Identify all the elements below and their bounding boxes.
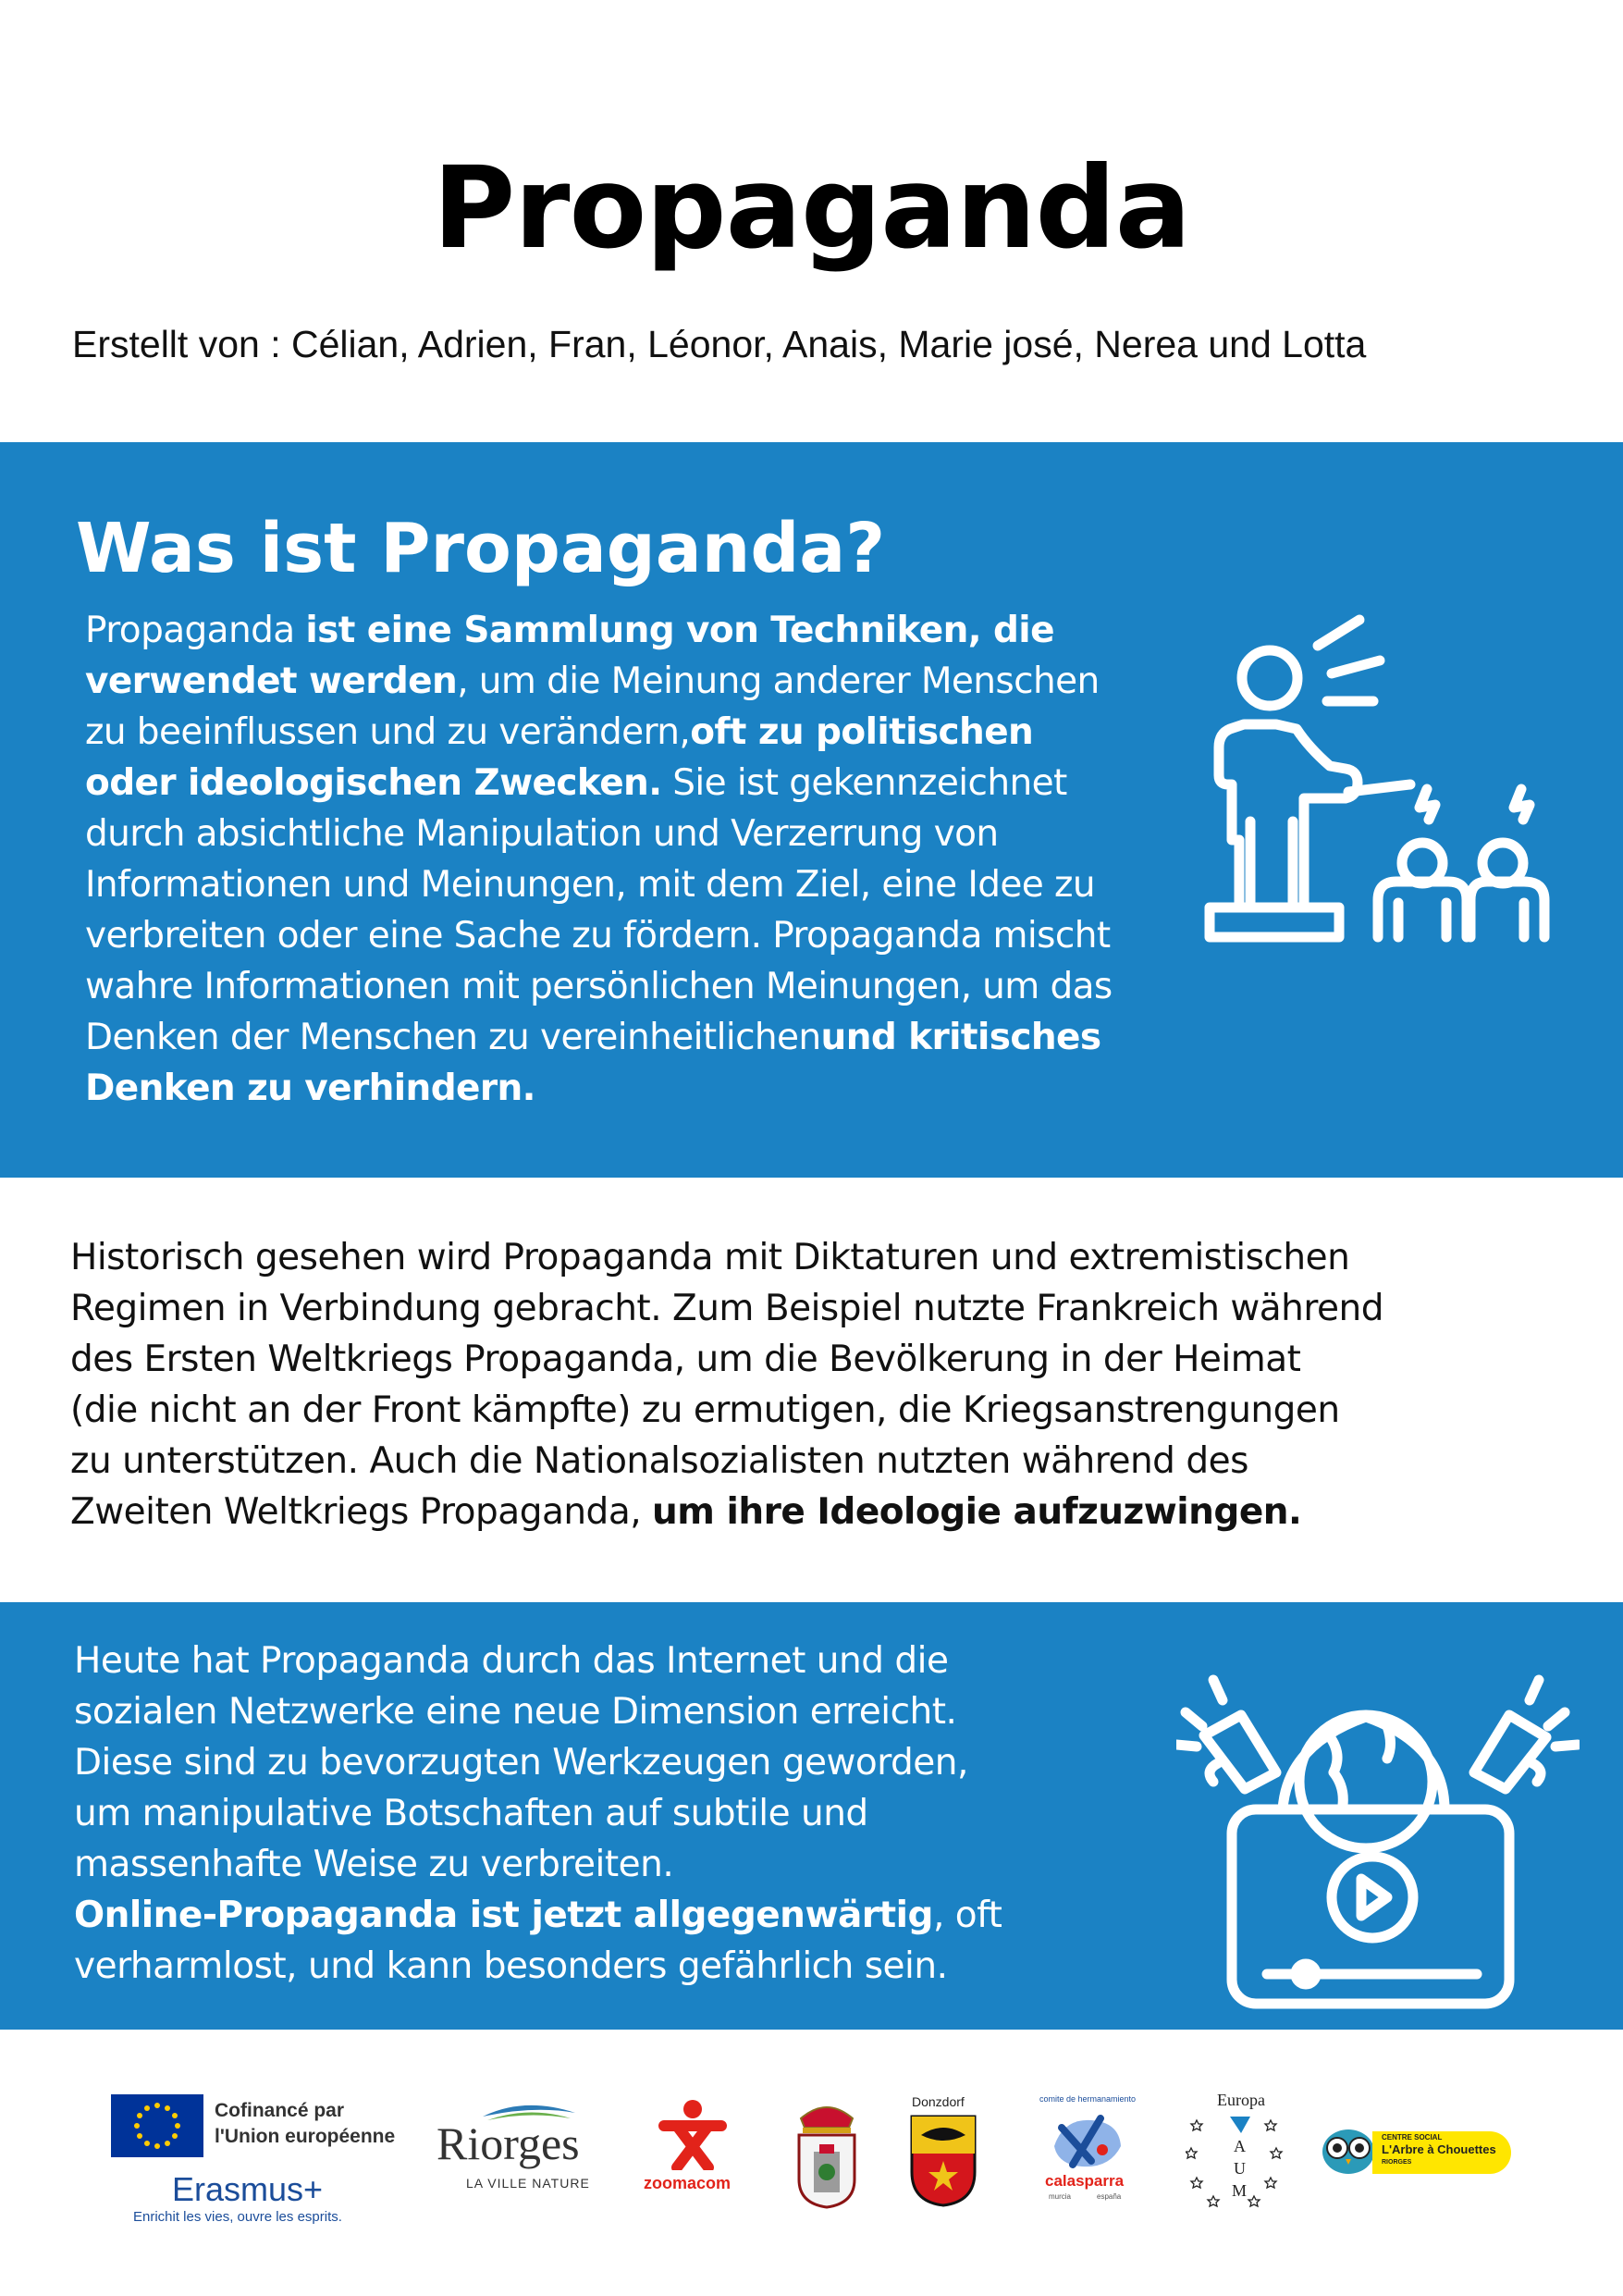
bold-run: um ihre Ideologie aufzuzwingen. (652, 1491, 1302, 1533)
text-run: sozialen Netzwerke eine neue Dimension erreicht. (74, 1691, 957, 1733)
text-line (85, 961, 1209, 1012)
bold-run: Denken zu verhindern. (85, 1068, 535, 1109)
text-run: wahre Informationen mit persönlichen Meinungen, um das (85, 966, 1113, 1007)
text-line (85, 910, 1209, 961)
text-run: (die nicht an der Front kämpfte) zu ermutigen, die Kriegsanstrengungen (70, 1389, 1340, 1431)
text-run: verharmlost, und kann besonders gefährlich sein. (74, 1945, 948, 1987)
text-line (74, 1636, 1045, 1686)
eu-logo (111, 2094, 407, 2233)
text-line (85, 1063, 1209, 1114)
bold-run: ist eine Sammlung von Techniken, die (305, 610, 1054, 651)
arbre-line3: RIORGES (1382, 2159, 1412, 2166)
europa-label: Europa (1217, 2091, 1265, 2109)
text-run: , oft (932, 1895, 1002, 1936)
text-line (74, 1788, 1045, 1839)
arbre-line1: CENTRE SOCIAL (1382, 2133, 1443, 2142)
erasmus-label: Erasmus+ (172, 2170, 324, 2208)
text-run: Regimen in Verbindung gebracht. Zum Beispiel nutzte Frankreich während (70, 1288, 1383, 1329)
donzdorf-crest-icon (910, 2115, 977, 2207)
text-line (70, 1385, 1513, 1436)
text-line (74, 1686, 1045, 1737)
text-line (74, 1941, 1045, 1992)
text-line (74, 1839, 1045, 1890)
calasparra-sub2: españa (1097, 2192, 1122, 2201)
riorges-logo (436, 2100, 621, 2202)
zoomacom-label: zoomacom (644, 2174, 732, 2192)
text-line (85, 809, 1209, 859)
bold-run: verwendet werden (85, 660, 458, 702)
text-run: des Ersten Weltkriegs Propaganda, um die Bevölkerung in der Heimat (70, 1339, 1301, 1380)
calasparra-label: calasparra (1045, 2172, 1125, 2190)
calasparra-map-icon (1045, 2109, 1128, 2172)
text-run: verbreiten oder eine Sache zu fördern. Propaganda mischt (85, 915, 1111, 957)
text-line (85, 1012, 1209, 1063)
text-line (70, 1283, 1513, 1334)
calasparra-logo (1036, 2094, 1147, 2209)
text-line (70, 1436, 1513, 1487)
text-run: Historisch gesehen wird Propaganda mit Diktaturen und extremistischen (70, 1237, 1350, 1278)
section-what-text (85, 605, 1209, 1114)
text-line (85, 758, 1209, 809)
text-line (85, 656, 1209, 707)
text-run: durch absichtliche Manipulation und Verzerrung von (85, 813, 999, 855)
text-run: Sie ist gekennzeichnet (661, 762, 1067, 804)
bold-run: oder ideologischen Zwecken. (85, 762, 662, 804)
text-line (85, 605, 1209, 656)
bold-run: und kritisches (820, 1017, 1101, 1058)
text-line (85, 859, 1209, 910)
text-run: Heute hat Propaganda durch das Internet und die (74, 1640, 949, 1682)
page-title: Propaganda (432, 142, 1191, 274)
text-run: , um die Meinung anderer Menschen (457, 660, 1100, 702)
text-run: Propaganda (85, 610, 306, 651)
bold-run: Online-Propaganda ist jetzt allgegenwärtig (74, 1895, 933, 1936)
europa-aum-logo (1186, 2091, 1289, 2213)
eu-line1: Cofinancé par (215, 2100, 345, 2121)
text-line (70, 1487, 1513, 1537)
text-line (85, 707, 1209, 758)
section-history-text (70, 1232, 1513, 1537)
europa-letter-m: M (1232, 2181, 1248, 2200)
donzdorf-logo (906, 2094, 980, 2209)
bold-run: oft zu politischen (690, 711, 1034, 753)
text-line (74, 1890, 1045, 1941)
eu-flag-icon (111, 2094, 203, 2157)
donzdorf-label: Donzdorf (912, 2094, 965, 2109)
authors-line: Erstellt von : Célian, Adrien, Fran, Léonor, Anais, Marie josé, Nerea und Lotta (72, 323, 1367, 365)
section-what-heading: Was ist Propaganda? (76, 509, 886, 588)
europa-letter-u: U (1234, 2159, 1246, 2178)
europa-letter-a: A (1234, 2137, 1246, 2155)
riorges-label: Riorges (436, 2117, 580, 2169)
text-run: massenhafte Weise zu verbreiten. (74, 1844, 674, 1885)
arbre-line2: L'Arbre à Chouettes (1382, 2142, 1496, 2156)
text-run: Informationen und Meinungen, mit dem Ziel, eine Idee zu (85, 864, 1095, 906)
crest-logo (792, 2096, 862, 2209)
text-run: zu unterstützen. Auch die Nationalsozialisten nutzten während des (70, 1440, 1248, 1482)
partner-logos (0, 2072, 1623, 2225)
text-line (74, 1737, 1045, 1788)
zoomacom-logo (642, 2098, 744, 2200)
globe-megaphones-video-icon (1176, 1671, 1580, 2009)
riorges-tagline: LA VILLE NATURE (466, 2176, 590, 2191)
section-today-text (74, 1636, 1045, 1992)
text-run: Denken der Menschen zu vereinheitlichen (85, 1017, 821, 1058)
calasparra-top: comite de hermanamiento (1039, 2094, 1137, 2104)
text-line (70, 1334, 1513, 1385)
text-run: zu beeinflussen und zu verändern, (85, 711, 691, 753)
eu-line2: l'Union européenne (215, 2126, 396, 2147)
text-line (70, 1232, 1513, 1283)
calasparra-sub1: murcia (1049, 2192, 1072, 2201)
erasmus-tagline: Enrichit les vies, ouvre les esprits. (133, 2209, 342, 2225)
text-run: Diese sind zu bevorzugten Werkzeugen geworden, (74, 1742, 968, 1784)
owl-icon (1321, 2124, 1376, 2176)
text-run: um manipulative Botschaften auf subtile und (74, 1793, 868, 1834)
text-run: Zweiten Weltkriegs Propaganda, (70, 1491, 653, 1533)
arbre-chouettes-logo (1321, 2124, 1515, 2179)
speaker-audience-icon (1193, 599, 1563, 960)
crest-icon (792, 2096, 862, 2209)
zoomacom-figure-icon (658, 2098, 727, 2170)
